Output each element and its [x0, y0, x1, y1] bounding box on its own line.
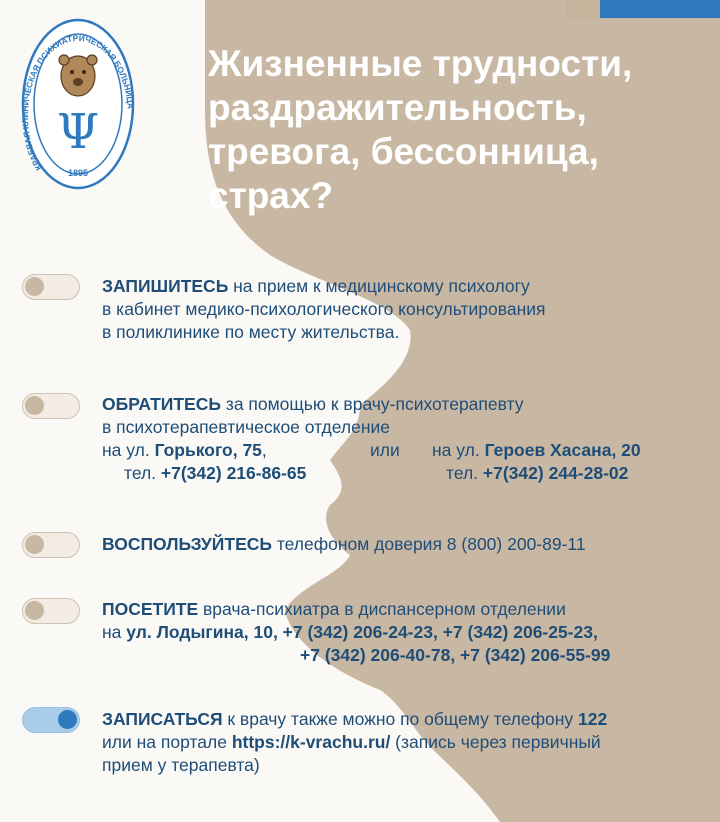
logo-ring-text: КРАЕВАЯ КЛИНИЧЕСКАЯ ПСИХИАТРИЧЕСКАЯ БОЛЬНИЦА: [20, 32, 136, 173]
toggle-2[interactable]: [22, 393, 80, 419]
headline: [208, 42, 708, 218]
item-2-line-2: в психотерапевтическое отделение: [102, 417, 391, 437]
toggle-1[interactable]: [22, 274, 80, 300]
address-1: Горького, 75: [154, 440, 262, 460]
tel-1-prefix: тел.: [124, 463, 161, 483]
item-1-lead: ЗАПИШИТЕСЬ: [102, 276, 229, 296]
address-2-prefix: на ул.: [432, 440, 485, 460]
item-4-address-phones: ул. Лодыгина, 10, +7 (342) 206-24-23, +7 (342) 206-25-23,: [126, 622, 598, 642]
corner-blue-block: [600, 0, 720, 18]
portal-link[interactable]: https://k-vrachu.ru/: [231, 732, 391, 752]
corner-tan-block: [566, 0, 600, 18]
item-5-text: к врачу также можно по общему телефону: [222, 709, 578, 729]
toggle-knob: [58, 710, 77, 729]
item-1-line-2: в кабинет медико-психологического консультирования: [102, 299, 546, 319]
headline-line-4: страх?: [208, 175, 334, 216]
item-appointment: [102, 708, 702, 777]
headline-line-3: тревога, бессонница,: [208, 131, 599, 172]
item-2-text: за помощью к врачу-психотерапевту: [220, 394, 524, 414]
address-2: Героев Хасана, 20: [484, 440, 641, 460]
headline-line-1: Жизненные трудности,: [208, 43, 633, 84]
item-5-line-3: прием у терапевта): [102, 755, 260, 775]
item-4-text: врача-психиатра в диспансерном отделении: [198, 599, 566, 619]
item-1-line-3: в поликлинике по месту жительства.: [102, 322, 400, 342]
item-4-line-2-prefix: на: [102, 622, 127, 642]
address-1-comma: ,: [261, 440, 267, 460]
toggle-knob: [25, 396, 44, 415]
toggle-5[interactable]: [22, 707, 80, 733]
toggle-knob: [25, 277, 44, 296]
or-label: или: [370, 440, 400, 460]
item-2-lead: ОБРАТИТЕСЬ: [102, 394, 221, 414]
toggle-3[interactable]: [22, 532, 80, 558]
item-1-text: на прием к медицинскому психологу: [228, 276, 530, 296]
item-5-line-2-prefix: или на портале: [102, 732, 232, 752]
item-psychotherapist: [102, 393, 702, 485]
item-5-line-2-suffix: (запись через первичный: [390, 732, 601, 752]
item-4-lead: ПОСЕТИТЕ: [102, 599, 199, 619]
item-psychiatrist: [102, 598, 702, 667]
logo-year: 1895: [67, 168, 89, 178]
tel-2-prefix: тел.: [446, 463, 483, 483]
phone-2: +7(342) 244-28-02: [482, 463, 629, 483]
hospital-logo: [20, 18, 136, 190]
item-4-phones: +7 (342) 206-40-78, +7 (342) 206-55-99: [300, 645, 611, 665]
address-1-prefix: на ул.: [102, 440, 155, 460]
item-psychologist: [102, 275, 702, 344]
toggle-knob: [25, 535, 44, 554]
item-5-lead: ЗАПИСАТЬСЯ: [102, 709, 223, 729]
headline-line-2: раздражительность,: [208, 87, 587, 128]
item-hotline: [102, 533, 702, 556]
general-phone: 122: [578, 709, 608, 729]
phone-1: +7(342) 216-86-65: [160, 463, 307, 483]
item-3-lead: ВОСПОЛЬЗУЙТЕСЬ: [102, 534, 272, 554]
toggle-knob: [25, 601, 44, 620]
toggle-4[interactable]: [22, 598, 80, 624]
item-3-text: телефоном доверия 8 (800) 200-89-11: [271, 534, 586, 554]
psi-symbol: Ψ: [56, 104, 100, 160]
